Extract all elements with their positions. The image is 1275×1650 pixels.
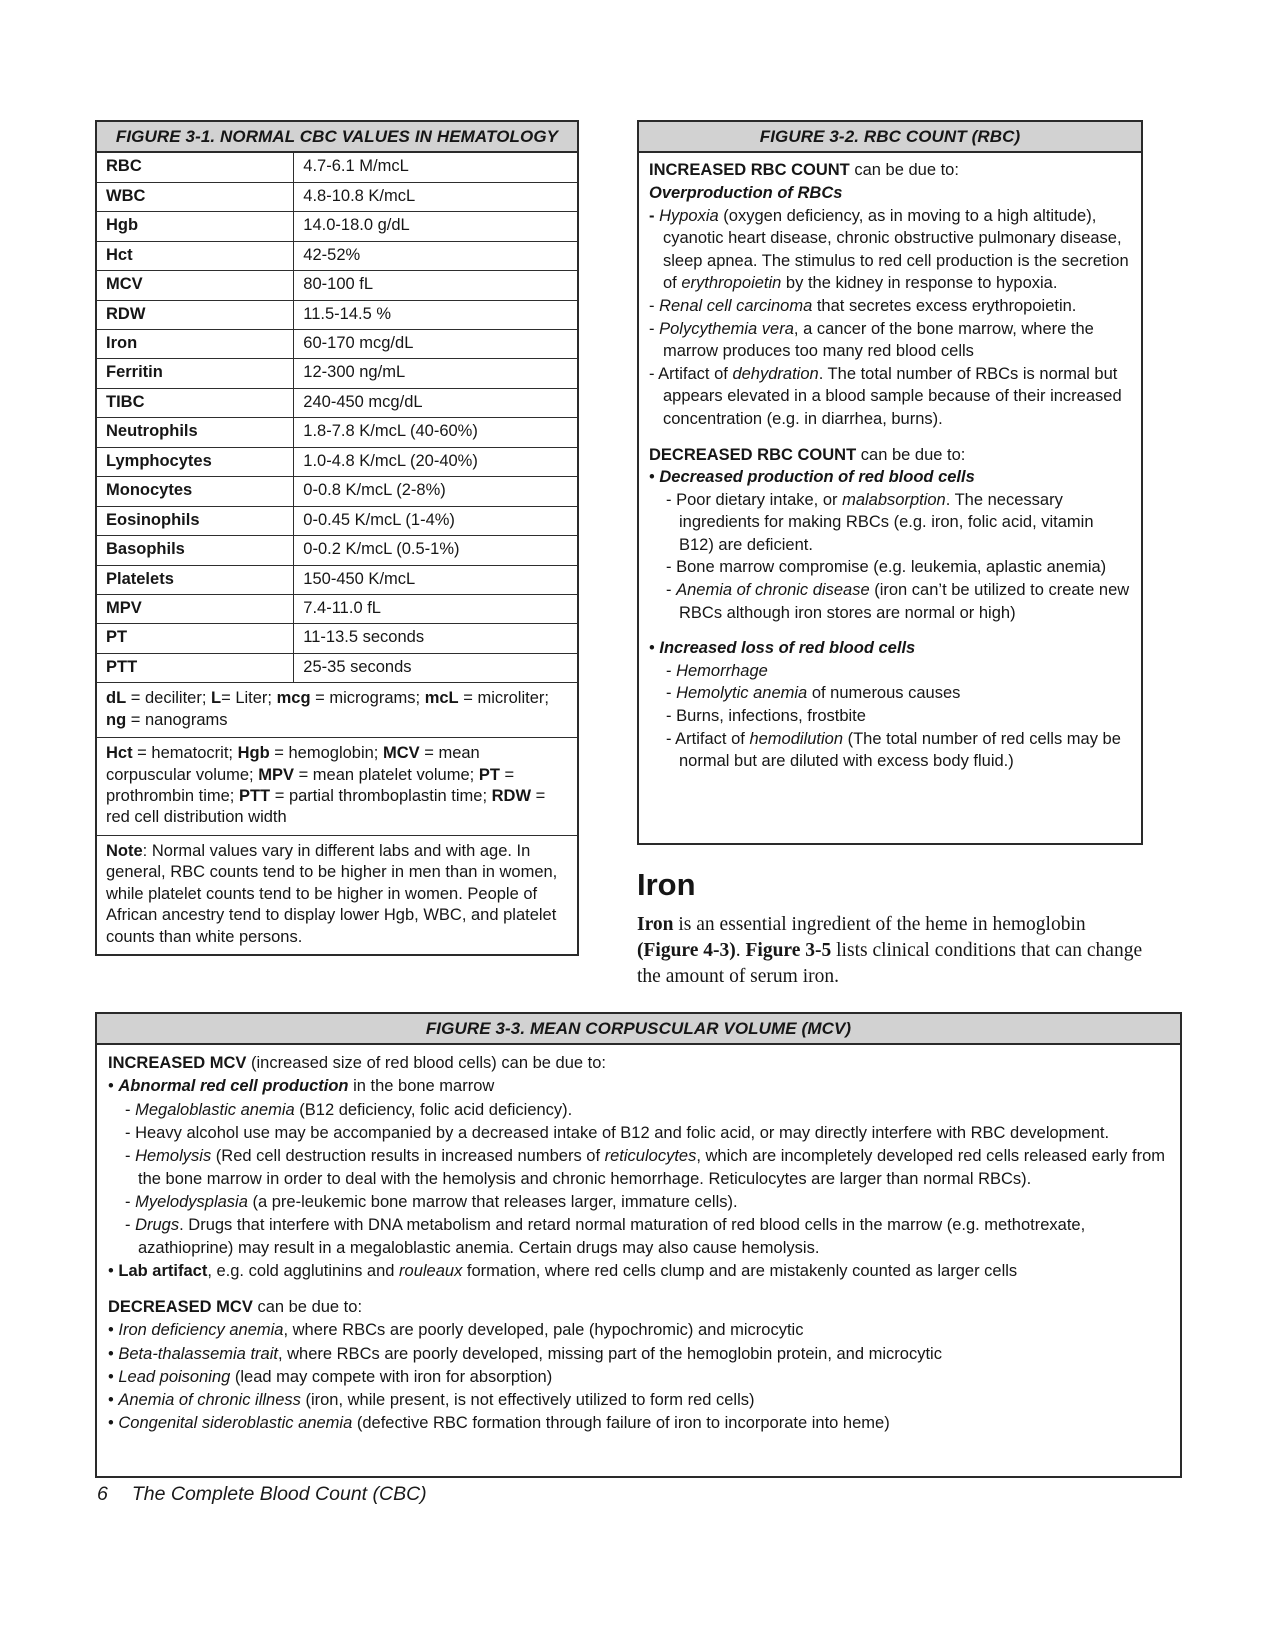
parameter-name: PTT (97, 653, 294, 682)
parameter-value: 0-0.8 K/mcL (2-8%) (294, 477, 577, 506)
italic-text: Drugs (135, 1216, 180, 1235)
text: - (666, 581, 677, 600)
bold-text: Note (106, 841, 143, 860)
bold-text: Lab artifact (118, 1262, 208, 1281)
italic-text: rouleaux (399, 1262, 463, 1281)
text: (iron can’t be utilized to create new RBCs although iron stores are normal or high) (679, 581, 1130, 622)
italic-text: Renal cell carcinoma (659, 296, 813, 315)
cbc-table-body (97, 153, 577, 682)
table-row (97, 506, 577, 535)
spacer (108, 1283, 1169, 1296)
bold-text: L (211, 689, 222, 708)
parameter-value: 60-170 mcg/dL (294, 330, 577, 359)
text: (Red cell destruction results in increased numbers of (211, 1146, 605, 1165)
text: Artifact of (658, 364, 733, 383)
italic-text: Hemolytic anemia (676, 684, 808, 703)
text: (a pre-leukemic bone marrow that releases larger, immature cells). (247, 1192, 738, 1211)
parameter-name: TIBC (97, 388, 294, 417)
text-line (108, 1366, 1169, 1389)
parameter-name: Eosinophils (97, 506, 294, 535)
figure-3-2-box (637, 120, 1143, 845)
text: . The necessary ingredients for making RBCs (e.g. iron, folic acid, vitamin B12) are deficient. (679, 490, 1094, 554)
parameter-name: Ferritin (97, 359, 294, 388)
text: - (649, 319, 660, 338)
italic-text: Anemia of chronic illness (118, 1390, 301, 1409)
text: = prothrombin time; (106, 765, 515, 806)
bold-italic-text: Abnormal red cell production (118, 1077, 349, 1096)
table-row (97, 418, 577, 447)
figure-3-3-box (95, 1012, 1182, 1478)
text-line (649, 466, 1131, 489)
footnote-note (97, 835, 577, 954)
parameter-name: Iron (97, 330, 294, 359)
text: • (108, 1344, 119, 1363)
text-line (649, 205, 1131, 295)
bold-text: Iron (637, 914, 674, 935)
bold-text: MCV (382, 744, 420, 763)
parameter-value: 240-450 mcg/dL (294, 388, 577, 417)
text: (The total number of red cells may be normal but are diluted with excess body fluid.) (679, 729, 1121, 771)
text: = partial thromboplastin time; (270, 787, 492, 806)
parameter-value: 1.8-7.8 K/mcL (40-60%) (294, 418, 577, 447)
parameter-value: 11.5-14.5 % (294, 300, 577, 329)
parameter-name: Neutrophils (97, 418, 294, 447)
text: (increased size of red blood cells) can be due to: (246, 1054, 606, 1073)
text: Artifact of (675, 729, 750, 748)
text: - (125, 1192, 136, 1211)
text-line (666, 705, 1131, 728)
italic-text: Congenital sideroblastic anemia (118, 1413, 353, 1432)
table-row (97, 271, 577, 300)
text: = Liter; (221, 689, 277, 708)
text-line (649, 159, 1131, 182)
text-line (649, 182, 1131, 205)
text-line (125, 1191, 1169, 1214)
table-row (97, 241, 577, 270)
italic-text: Hypoxia (659, 206, 719, 225)
parameter-value: 1.0-4.8 K/mcL (20-40%) (294, 447, 577, 476)
text: • (108, 1262, 119, 1281)
parameter-name: WBC (97, 182, 294, 211)
text-line (125, 1122, 1169, 1145)
text-line (108, 1412, 1169, 1435)
italic-text: reticulocytes (604, 1146, 697, 1165)
chapter-title: The Complete Blood Count (CBC) (131, 1483, 427, 1505)
text: (B12 deficiency, folic acid deficiency). (294, 1100, 573, 1119)
text-line (666, 489, 1131, 557)
italic-text: Hemolysis (135, 1146, 212, 1165)
text: that secretes excess erythropoietin. (812, 296, 1077, 315)
cbc-values-table (97, 153, 577, 954)
bold-text: DECREASED RBC COUNT (649, 445, 857, 464)
page-footer (97, 1483, 427, 1506)
text: - (649, 364, 659, 383)
text: = deciliter; (126, 689, 212, 708)
text: can be due to: (252, 1298, 363, 1317)
text: - (125, 1123, 136, 1142)
parameter-name: MPV (97, 594, 294, 623)
text-line (125, 1099, 1169, 1122)
parameter-value: 42-52% (294, 241, 577, 270)
text: = micrograms; (310, 689, 425, 708)
text-line (666, 728, 1131, 773)
text: . (735, 939, 746, 961)
spacer (649, 431, 1131, 444)
text: : Normal values vary in different labs and with age. In general, RBC counts tend to be higher in men than in women, while platelet counts tend to be higher in women. People of African ancestry tend to display lower Hgb, WBC, and platelet counts than white persons. (106, 841, 558, 946)
bold-text: RDW (491, 787, 532, 806)
figure-3-3-title: FIGURE 3-3. MEAN CORPUSCULAR VOLUME (MCV) (97, 1014, 1180, 1045)
table-row (97, 182, 577, 211)
bold-text: mcL (424, 689, 459, 708)
text: = mean platelet volume; (294, 765, 479, 784)
text: formation, where red cells clump and are mistakenly counted as larger cells (462, 1262, 1018, 1281)
text: - (649, 296, 660, 315)
bold-text: DECREASED MCV (108, 1298, 253, 1317)
text: • (108, 1413, 119, 1432)
parameter-value: 0-0.2 K/mcL (0.5-1%) (294, 536, 577, 565)
figure-3-2-content (639, 153, 1141, 782)
bold-text: MPV (258, 765, 294, 784)
italic-text: dehydration (732, 364, 819, 383)
italic-text: Iron deficiency anemia (118, 1321, 284, 1340)
text: Burns, infections, frostbite (676, 707, 866, 726)
text-line (666, 660, 1131, 683)
parameter-value: 80-100 fL (294, 271, 577, 300)
italic-text: hemodilution (749, 729, 844, 748)
parameter-name: Monocytes (97, 477, 294, 506)
table-row (97, 330, 577, 359)
text-line (125, 1145, 1169, 1191)
parameter-value: 11-13.5 seconds (294, 624, 577, 653)
text-line (108, 1296, 1169, 1319)
text-line (125, 1214, 1169, 1260)
text-line (649, 318, 1131, 363)
text: . The total number of RBCs is normal but appears elevated in a blood sample because of their increased concentration (e.g. in diarrhea, burns). (663, 364, 1122, 428)
parameter-value: 25-35 seconds (294, 653, 577, 682)
bold-text: INCREASED MCV (108, 1054, 247, 1073)
text: = microliter; (458, 689, 549, 708)
iron-section (637, 869, 1149, 990)
figure-3-1-box (95, 120, 579, 956)
table-row (97, 653, 577, 682)
parameter-name: RBC (97, 153, 294, 182)
text-line (649, 444, 1131, 467)
text: - (666, 558, 677, 577)
bold-italic-text: Overproduction of RBCs (649, 183, 843, 202)
text: can be due to: (856, 445, 966, 464)
text: (lead may compete with iron for absorption) (230, 1367, 553, 1386)
text: is an essential ingredient of the heme in hemoglobin (673, 914, 1086, 935)
text: - (125, 1216, 136, 1235)
footnote-units (97, 683, 577, 738)
text: • (108, 1321, 119, 1340)
text-line (649, 295, 1131, 318)
text-line (108, 1260, 1169, 1283)
text-line (649, 637, 1131, 660)
text-line (649, 363, 1131, 431)
parameter-value: 4.8-10.8 K/mcL (294, 182, 577, 211)
parameter-value: 14.0-18.0 g/dL (294, 212, 577, 241)
table-row (97, 447, 577, 476)
bold-text: ng (106, 710, 127, 729)
table-row (97, 594, 577, 623)
footnote-abbreviations (97, 738, 577, 836)
parameter-value: 150-450 K/mcL (294, 565, 577, 594)
text: - (666, 661, 677, 680)
bold-text: PT (478, 765, 500, 784)
figure-3-1-title: FIGURE 3-1. NORMAL CBC VALUES IN HEMATOLOGY (97, 122, 577, 153)
iron-heading: Iron (637, 867, 696, 902)
bold-text: PTT (238, 787, 271, 806)
text: , where RBCs are poorly developed, pale (hypochromic) and microcytic (283, 1321, 804, 1340)
cbc-table-footnotes (97, 683, 577, 954)
text: = hemoglobin; (269, 744, 383, 763)
text: by the kidney in response to hypoxia. (781, 274, 1058, 293)
italic-text: Megaloblastic anemia (135, 1100, 295, 1119)
text: (iron, while present, is not effectively utilized to form red cells) (300, 1390, 755, 1409)
text: , e.g. cold agglutinins and (207, 1262, 400, 1281)
bold-italic-text: Decreased production of red blood cells (659, 468, 975, 487)
text-line (108, 1319, 1169, 1342)
figure-3-3-content (97, 1045, 1180, 1445)
text: - (666, 729, 676, 748)
text: Poor dietary intake, or (676, 490, 843, 509)
spacer (649, 624, 1131, 637)
text: = mean corpuscular volume; (106, 744, 480, 784)
table-row (97, 212, 577, 241)
italic-text: Polycythemia vera (659, 319, 794, 338)
text: in the bone marrow (348, 1077, 495, 1096)
table-row (97, 624, 577, 653)
text: Heavy alcohol use may be accompanied by a decreased intake of B12 and folic acid, or may directly interfere with RBC development. (135, 1123, 1110, 1142)
text: (oxygen deficiency, as in moving to a high altitude), cyanotic heart disease, chronic obstructive pulmonary disease, sleep apnea. The stimulus to red cell production is the secretion of (663, 206, 1129, 293)
parameter-name: PT (97, 624, 294, 653)
text: • (108, 1367, 119, 1386)
parameter-name: Basophils (97, 536, 294, 565)
parameter-name: RDW (97, 300, 294, 329)
text: - (666, 707, 677, 726)
text: of numerous causes (807, 684, 961, 703)
text: can be due to: (849, 161, 959, 180)
text: • (108, 1390, 119, 1409)
text-line (108, 1389, 1169, 1412)
text-line (666, 682, 1131, 705)
text: - (125, 1100, 136, 1119)
text: Bone marrow compromise (e.g. leukemia, aplastic anemia) (676, 558, 1107, 577)
text: = hematocrit; (132, 744, 238, 763)
text: - (666, 684, 677, 703)
parameter-name: Lymphocytes (97, 447, 294, 476)
italic-text: Lead poisoning (118, 1367, 231, 1386)
table-row (97, 388, 577, 417)
text-line (666, 579, 1131, 624)
parameter-name: Hgb (97, 212, 294, 241)
table-row (97, 153, 577, 182)
text-line (108, 1075, 1169, 1098)
italic-text: malabsorption (842, 490, 946, 509)
figure-3-2-title: FIGURE 3-2. RBC COUNT (RBC) (639, 122, 1141, 153)
bold-text: - (649, 206, 660, 225)
text: - (125, 1146, 136, 1165)
parameter-name: MCV (97, 271, 294, 300)
text: (defective RBC formation through failure of iron to incorporate into heme) (352, 1413, 890, 1432)
footnote-row (97, 738, 577, 836)
table-row (97, 565, 577, 594)
italic-text: Myelodysplasia (135, 1192, 248, 1211)
italic-text: Anemia of chronic disease (676, 581, 870, 600)
parameter-value: 7.4-11.0 fL (294, 594, 577, 623)
bold-text: Figure 3-5 (745, 939, 832, 961)
italic-text: Beta-thalassemia trait (118, 1344, 278, 1363)
bold-italic-text: Increased loss of red blood cells (659, 639, 916, 658)
parameter-name: Hct (97, 241, 294, 270)
text-line (666, 556, 1131, 579)
page-number: 6 (97, 1483, 108, 1505)
table-row (97, 300, 577, 329)
parameter-name: Platelets (97, 565, 294, 594)
text: = nanograms (126, 710, 228, 729)
text: • (649, 468, 660, 487)
footnote-row (97, 683, 577, 738)
text-line (108, 1343, 1169, 1366)
footnote-row (97, 835, 577, 954)
iron-paragraph (637, 912, 1149, 990)
bold-text: dL (106, 689, 127, 708)
text: = red cell distribution width (106, 787, 546, 827)
bold-text: (Figure 4-3) (637, 939, 736, 961)
bold-text: INCREASED RBC COUNT (649, 161, 850, 180)
table-row (97, 536, 577, 565)
text: - (666, 490, 677, 509)
bold-text: mcg (276, 689, 311, 708)
parameter-value: 12-300 ng/mL (294, 359, 577, 388)
table-row (97, 477, 577, 506)
bold-text: Hct (106, 744, 133, 763)
italic-text: Hemorrhage (676, 661, 768, 680)
text: , where RBCs are poorly developed, missing part of the hemoglobin protein, and microcytic (277, 1344, 942, 1363)
text: lists clinical conditions that can change the amount of serum iron. (637, 939, 1143, 987)
parameter-value: 4.7-6.1 M/mcL (303, 157, 409, 176)
text: • (108, 1077, 119, 1096)
text-line (108, 1052, 1169, 1075)
text: , a cancer of the bone marrow, where the marrow produces too many red blood cells (663, 319, 1094, 361)
text: , which are incompletely developed red cells released early from the bone marrow in order to deal with the hemolysis and chronic hemorrhage. Reticulocytes are larger than normal RBCs). (138, 1146, 1165, 1188)
parameter-value: 0-0.45 K/mcL (1-4%) (294, 506, 577, 535)
bold-text: Hgb (237, 744, 270, 763)
text: . Drugs that interfere with DNA metabolism and retard normal maturation of red blood cells in the marrow (e.g. methotrexate, azathioprine) may result in a megaloblastic anemia. Certain drugs may also cause hemolysis. (138, 1216, 1086, 1258)
text: • (649, 639, 660, 658)
italic-text: erythropoietin (681, 274, 782, 293)
table-row (97, 359, 577, 388)
